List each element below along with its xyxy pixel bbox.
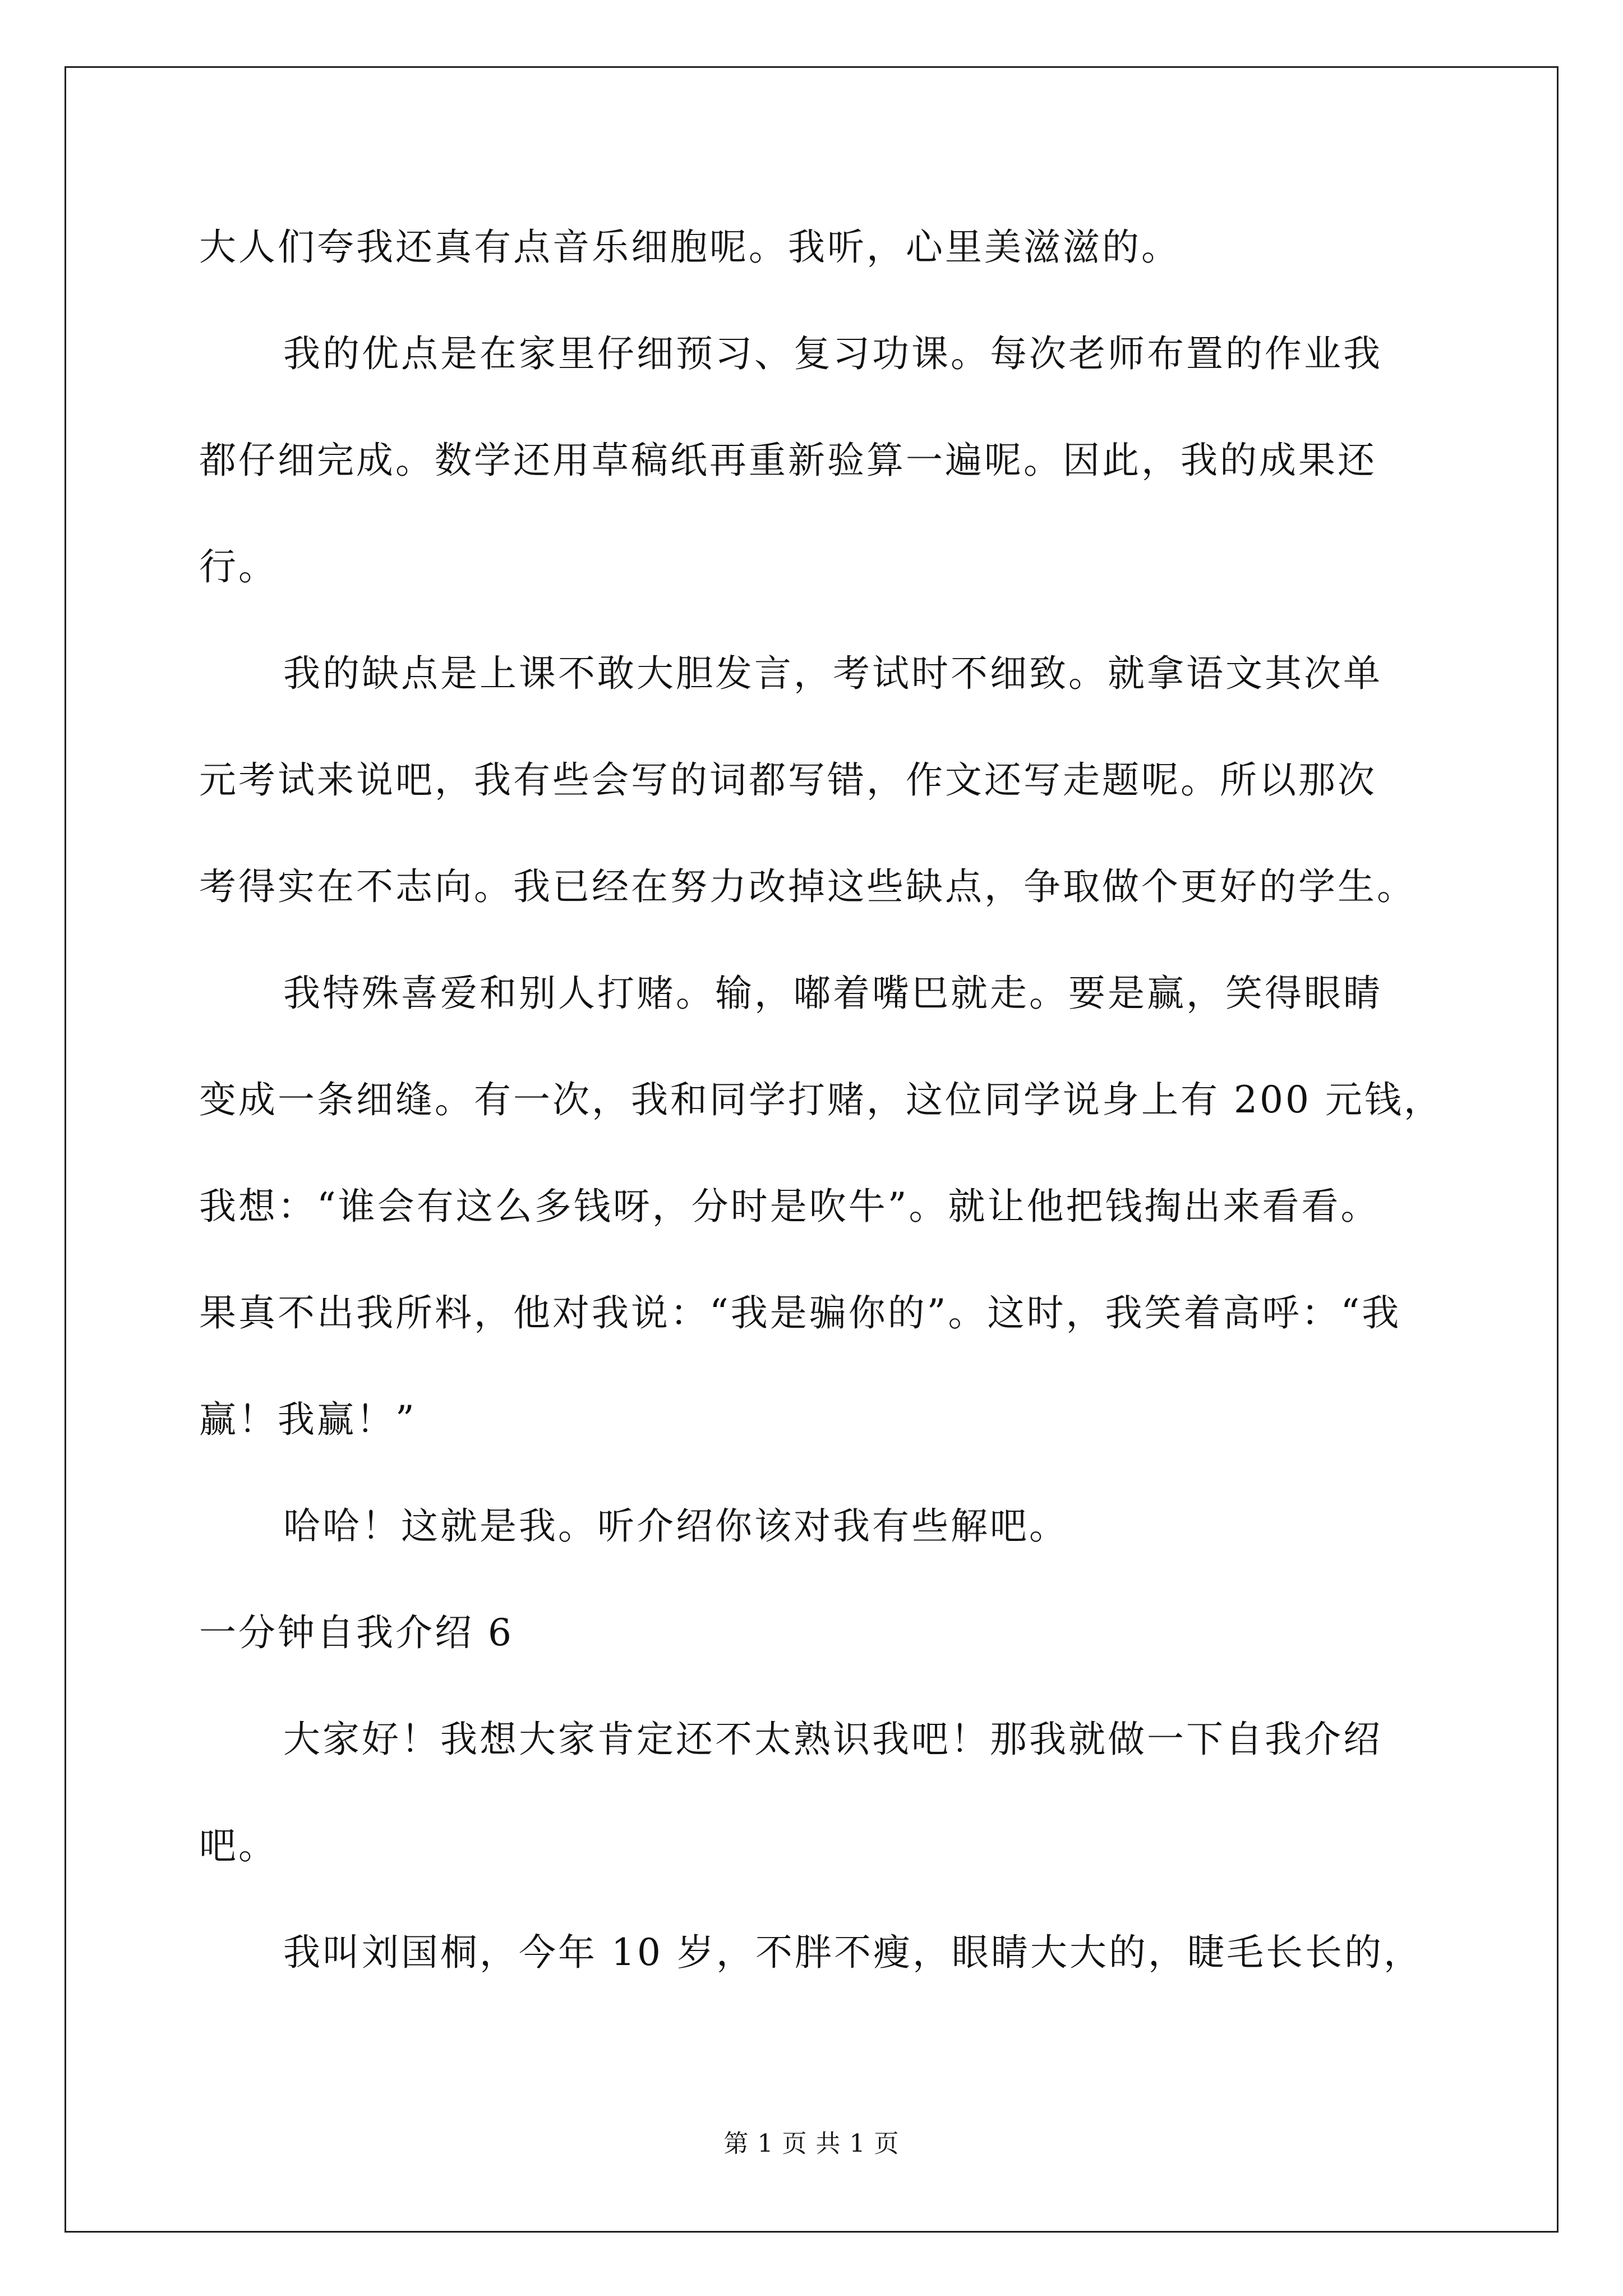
paragraph-start-line: 大家好！我想大家肯定还不太熟识我吧！那我就做一下自我介绍 — [283, 1718, 1382, 1761]
text-line: 变成一条细缝。有一次，我和同学打赌，这位同学说身上有 200 元钱， — [199, 1078, 1443, 1121]
text-line: 我想：“谁会有这么多钱呀，分时是吹牛”。就让他把钱掏出来看看。 — [199, 1185, 1380, 1228]
paragraph-start-line: 哈哈！这就是我。听介绍你该对我有些解吧。 — [283, 1504, 1068, 1548]
text-line: 考得实在不志向。我已经在努力改掉这些缺点，争取做个更好的学生。 — [199, 865, 1416, 908]
text-line: 都仔细完成。数学还用草稿纸再重新验算一遍呢。因此，我的成果还 — [199, 439, 1377, 482]
text-line: 赢！我赢！” — [199, 1398, 417, 1441]
text-line: 行。 — [199, 545, 278, 588]
page-frame — [64, 66, 1559, 2233]
paragraph-start-line: 我叫刘国桐，今年 10 岁，不胖不瘦，眼睛大大的，睫毛长长的， — [283, 1931, 1423, 1974]
paragraph-start-line: 我的优点是在家里仔细预习、复习功课。每次老师布置的作业我 — [283, 332, 1382, 375]
text-line: 吧。 — [199, 1824, 278, 1867]
text-line: 大人们夸我还真有点音乐细胞呢。我听，心里美滋滋的。 — [199, 226, 1181, 269]
text-line: 元考试来说吧，我有些会写的词都写错，作文还写走题呢。所以那次 — [199, 758, 1377, 802]
paragraph-start-line: 我特殊喜爱和别人打赌。输，嘟着嘴巴就走。要是赢，笑得眼睛 — [283, 972, 1382, 1015]
paragraph-start-line: 我的缺点是上课不敢大胆发言，考试时不细致。就拿语文其次单 — [283, 652, 1382, 695]
text-line: 果真不出我所料，他对我说：“我是骗你的”。这时，我笑着高呼：“我 — [199, 1291, 1401, 1335]
page-number-footer: 第 1 页 共 1 页 — [723, 2129, 900, 2158]
section-heading: 一分钟自我介绍 6 — [199, 1611, 514, 1654]
